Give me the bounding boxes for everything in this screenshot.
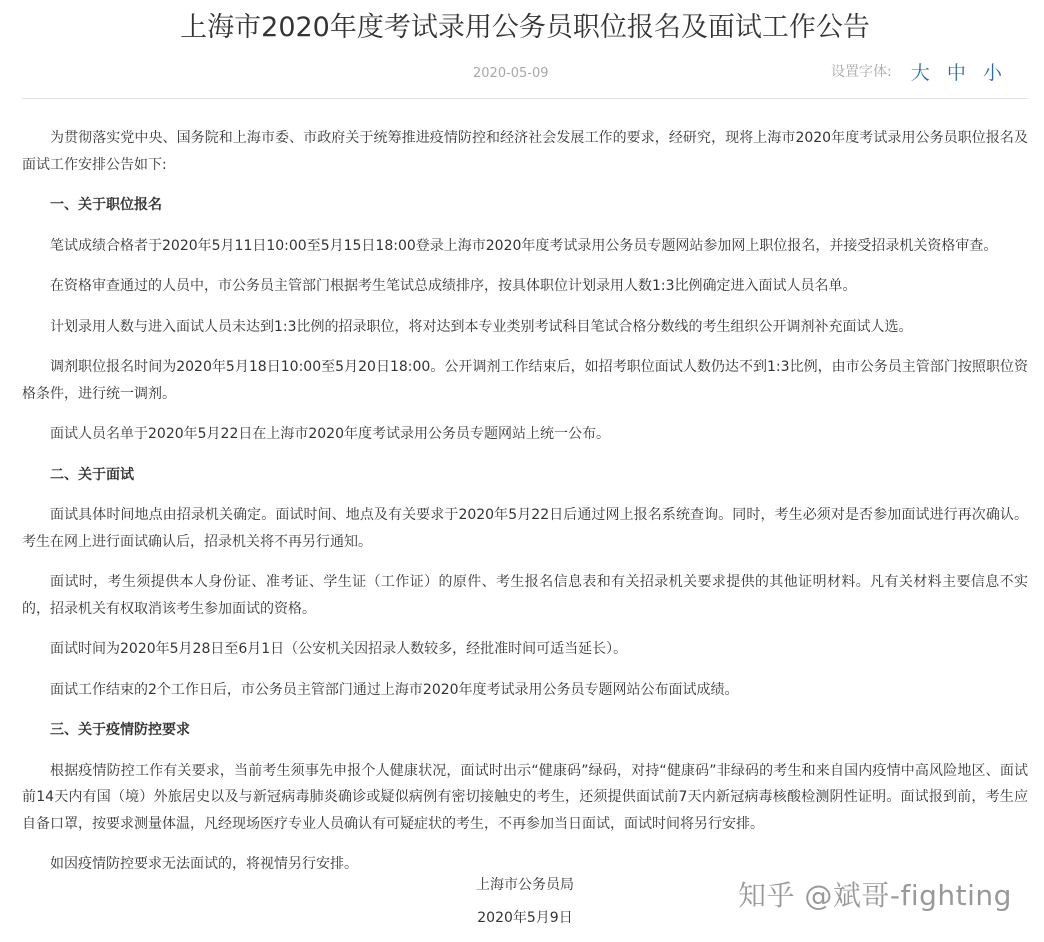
paragraph: 面试工作结束的2个工作日后，市公务员主管部门通过上海市2020年度考试录用公务员专题网站公布面试成绩。 [50, 681, 739, 698]
signature-issuer: 上海市公务员局 [476, 877, 574, 893]
intro-paragraph: 为贯彻落实党中央、国务院和上海市委、市政府关于统筹推进疫情防控和经济社会发展工作的要求，经研究，现将上海市2020年度考试录用公务员职位报名及面试工作安排公告如下: [22, 130, 1028, 173]
article-meta [22, 58, 1028, 99]
paragraph: 面试时间为2020年5月28日至6月1日（公安机关因招录人数较多，经批准时间可适当延长）。 [50, 641, 628, 657]
article-container [22, 0, 1028, 942]
page-title: 上海市2020年度考试录用公务员职位报名及面试工作公告 [180, 12, 870, 43]
paragraph: 根据疫情防控工作有关要求，当前考生须事先申报个人健康状况，面试时出示“健康码”绿码，对持“健康码”非绿码的考生和来自国内疫情中高风险地区、面试前14天内有国（境）外旅居史以及与新冠病毒肺炎确诊或疑似病例有密切接触史的考生，还须提供面试前7天内新冠病毒核酸检测阴性证明。面试报到前，考生应自备口罩，按要求测量体温，凡经现场医疗专业人员确认有可疑症状的考生，不再参加当日面试，面试时间将另行安排。 [22, 762, 1028, 832]
paragraph: 面试时，考生须提供本人身份证、准考证、学生证（工作证）的原件、考生报名信息表和有关招录机关要求提供的其他证明材料。凡有关材料主要信息不实的，招录机关有权取消该考生参加面试的资格。 [22, 574, 1028, 617]
font-size-selector [831, 58, 1008, 85]
font-medium-button[interactable]: 中 [946, 62, 966, 84]
section-heading-registration: 一、关于职位报名 [50, 197, 162, 213]
article-body [22, 125, 1028, 892]
font-large-button[interactable]: 大 [910, 62, 930, 84]
paragraph: 如因疫情防控要求无法面试的，将视情另行安排。 [50, 856, 358, 872]
paragraph: 面试人员名单于2020年5月22日在上海市2020年度考试录用公务员专题网站上统一公布。 [50, 426, 610, 442]
paragraph: 面试具体时间地点由招录机关确定。面试时间、地点及有关要求于2020年5月22日后通过网上报名系统查询。同时，考生必须对是否参加面试进行再次确认。考生在网上进行面试确认后，招录机关将不再另行通知。 [22, 507, 1028, 550]
paragraph: 计划录用人数与进入面试人员未达到1:3比例的招录职位，将对达到本专业类别考试科目笔试合格分数线的考生组织公开调剂补充面试人选。 [50, 318, 913, 335]
font-size-label: 设置字体: [830, 64, 892, 80]
paragraph: 在资格审查通过的人员中，市公务员主管部门根据考生笔试总成绩排序，按具体职位计划录用人数1:3比例确定进入面试人员名单。 [50, 278, 857, 294]
section-heading-epidemic: 三、关于疫情防控要求 [50, 722, 190, 738]
section-heading-interview: 二、关于面试 [50, 466, 134, 483]
signature-date: 2020年5月9日 [477, 910, 573, 926]
paragraph: 笔试成绩合格者于2020年5月11日10:00至5月15日18:00登录上海市2020年度考试录用公务员专题网站参加网上职位报名，并接受招录机关资格审查。 [50, 237, 998, 254]
paragraph: 调剂职位报名时间为2020年5月18日10:00至5月20日18:00。公开调剂工作结束后，如招考职位面试人数仍达不到1:3比例，由市公务员主管部门按照职位资格条件，进行统一调剂。 [22, 359, 1028, 402]
font-small-button[interactable]: 小 [982, 62, 1002, 84]
watermark: 知乎 @斌哥-fighting [738, 879, 1012, 912]
publish-date: 2020-05-09 [473, 66, 549, 81]
